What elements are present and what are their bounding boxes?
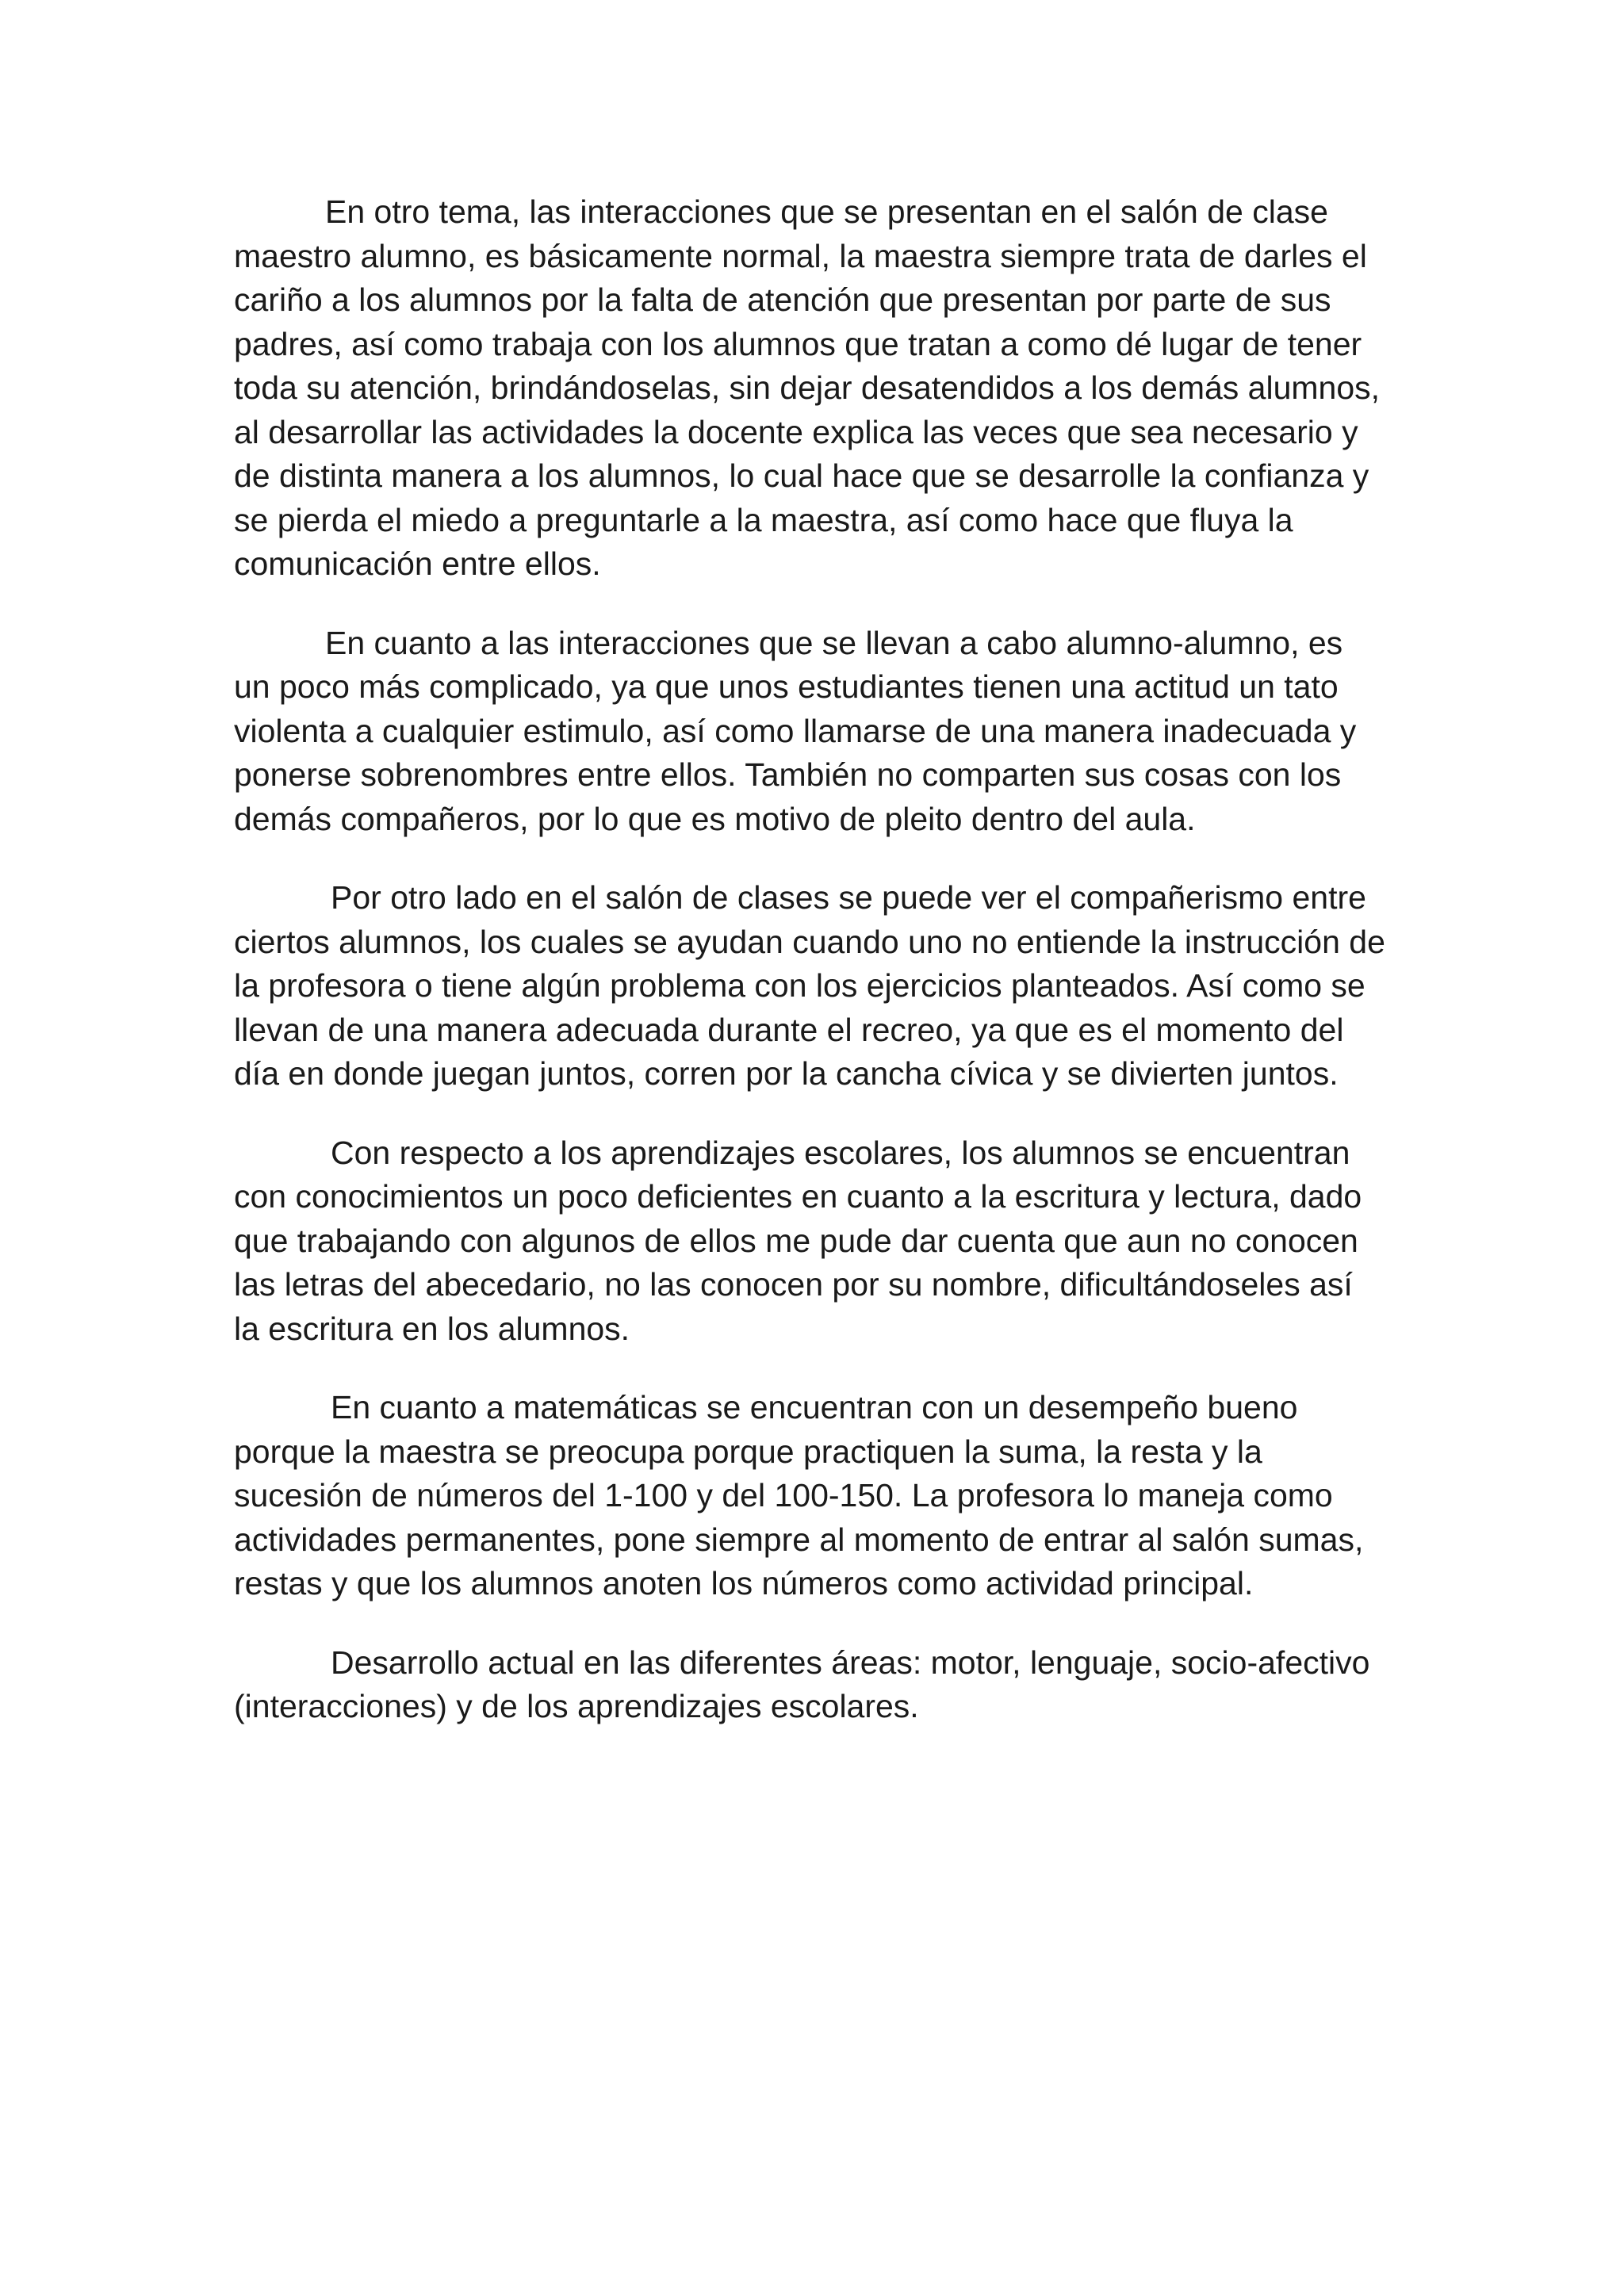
paragraph-line: restas y que los alumnos anoten los números como actividad principal. — [234, 1565, 1254, 1601]
paragraph-line: cariño a los alumnos por la falta de atención que presentan por parte de sus — [234, 281, 1331, 318]
paragraph-line: ponerse sobrenombres entre ellos. También no comparten sus cosas con los — [234, 756, 1342, 793]
paragraph-line: Con respecto a los aprendizajes escolares, los alumnos se encuentran — [331, 1134, 1350, 1171]
paragraph-line: la escritura en los alumnos. — [234, 1310, 630, 1347]
paragraph-line: llevan de una manera adecuada durante el recreo, ya que es el momento del — [234, 1011, 1344, 1048]
paragraph-line: comunicación entre ellos. — [234, 545, 601, 582]
paragraph-desarrollo-actual — [234, 1641, 1423, 1729]
paragraph-line: En cuanto a las interacciones que se llevan a cabo alumno-alumno, es — [325, 624, 1343, 661]
paragraph-companerismo — [234, 876, 1423, 1096]
paragraph-matematicas — [234, 1386, 1423, 1606]
paragraph-line: En cuanto a matemáticas se encuentran con un desempeño bueno — [331, 1389, 1298, 1425]
paragraph-aprendizajes-escolares — [234, 1131, 1423, 1352]
paragraph-line: ciertos alumnos, los cuales se ayudan cuando uno no entiende la instrucción de — [234, 923, 1385, 960]
document-body — [234, 190, 1423, 1764]
paragraph-line: toda su atención, brindándoselas, sin dejar desatendidos a los demás alumnos, — [234, 369, 1381, 406]
paragraph-line: día en donde juegan juntos, corren por la cancha cívica y se divierten juntos. — [234, 1055, 1339, 1092]
paragraph-line: porque la maestra se preocupa porque practiquen la suma, la resta y la — [234, 1433, 1262, 1470]
paragraph-line: maestro alumno, es básicamente normal, la maestra siempre trata de darles el — [234, 237, 1367, 274]
paragraph-line: Desarrollo actual en las diferentes áreas: motor, lenguaje, socio-afectivo — [331, 1644, 1370, 1681]
paragraph-interacciones-alumno-alumno — [234, 622, 1423, 842]
paragraph-line: al desarrollar las actividades la docente explica las veces que sea necesario y — [234, 413, 1358, 450]
paragraph-line: padres, así como trabaja con los alumnos que tratan a como dé lugar de tener — [234, 325, 1362, 362]
paragraph-line: violenta a cualquier estimulo, así como llamarse de una manera inadecuada y — [234, 712, 1357, 749]
paragraph-line: se pierda el miedo a preguntarle a la maestra, así como hace que fluya la — [234, 501, 1293, 538]
paragraph-interacciones-maestro-alumno — [234, 190, 1423, 587]
paragraph-line: En otro tema, las interacciones que se presentan en el salón de clase — [325, 193, 1328, 230]
paragraph-line: de distinta manera a los alumnos, lo cual hace que se desarrolle la confianza y — [234, 457, 1369, 494]
paragraph-line: la profesora o tiene algún problema con los ejercicios planteados. Así como se — [234, 967, 1365, 1004]
paragraph-line: las letras del abecedario, no las conocen por su nombre, dificultándoseles así — [234, 1266, 1353, 1303]
paragraph-line: (interacciones) y de los aprendizajes escolares. — [234, 1688, 919, 1724]
paragraph-line: demás compañeros, por lo que es motivo de pleito dentro del aula. — [234, 800, 1196, 837]
paragraph-line: con conocimientos un poco deficientes en cuanto a la escritura y lectura, dado — [234, 1178, 1362, 1215]
paragraph-line: sucesión de números del 1-100 y del 100-150. La profesora lo maneja como — [234, 1477, 1333, 1513]
paragraph-line: que trabajando con algunos de ellos me pude dar cuenta que aun no conocen — [234, 1222, 1358, 1259]
paragraph-line: actividades permanentes, pone siempre al momento de entrar al salón sumas, — [234, 1521, 1364, 1558]
paragraph-line: un poco más complicado, ya que unos estudiantes tienen una actitud un tato — [234, 668, 1339, 705]
paragraph-line: Por otro lado en el salón de clases se puede ver el compañerismo entre — [331, 879, 1366, 916]
